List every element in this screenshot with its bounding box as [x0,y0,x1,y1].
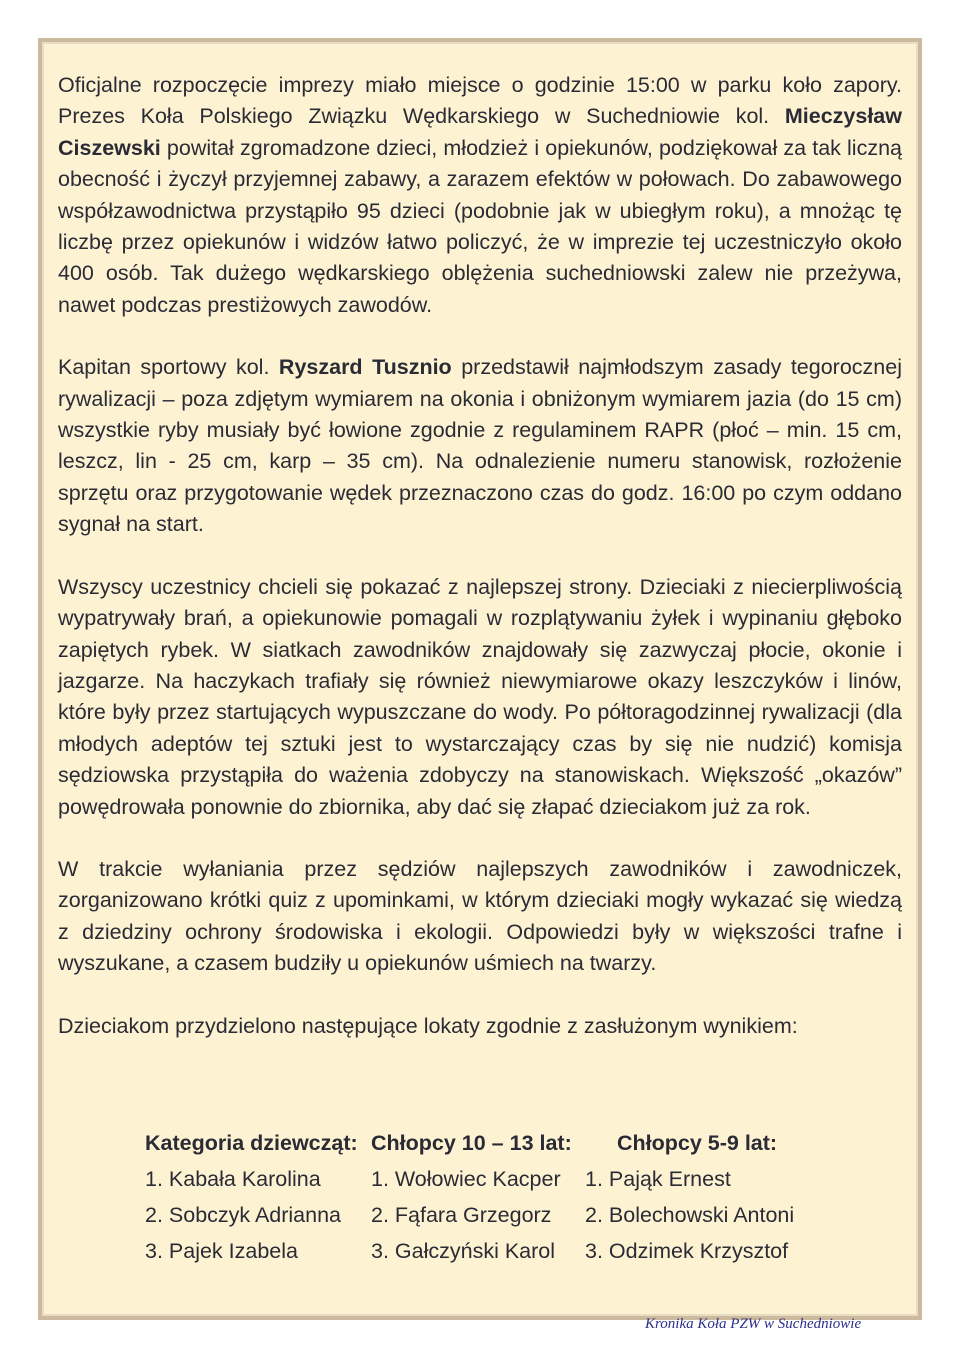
results-table [145,1125,845,1275]
article-body [58,70,902,1069]
result-entry: 2. Sobczyk Adrianna [145,1203,342,1227]
column-header: Chłopcy 5-9 lat: [617,1131,778,1155]
paragraph-text: Wszyscy uczestnicy chcieli się pokazać z najlepszej strony. Dzieciaki z niecierpliwością wypatrywały brań, a opiekunowie pomagali w rozplątywaniu żyłek i wypinaniu głęboko zapiętych rybek. W siatkach zawodników znajdowały się zazwyczaj płocie, okonie i jazgarze. Na haczykach trafiały się również niewymiarowe okazy leszczyków i linów, które były przez startujących wypuszczane do wody. Po półtoragodzinnej rywalizacji (dla młodych adeptów tej sztuki jest to wystarczający czas by się nie nudzić) komisja sędziowska przystąpiła do ważenia zdobyczy na stanowiskach. Większość „okazów” powędrowała ponownie do zbiornika, aby dać się złapać dzieciakom już za rok. [58,574,902,819]
result-entry: 3. Gałczyński Karol [371,1239,556,1263]
column-header: Kategoria dziewcząt: [145,1131,358,1155]
paragraph-2 [58,352,902,540]
footer-chronicle-title: Kronika Koła PZW w Suchedniowie [645,1316,862,1332]
result-entry: 3. Pajek Izabela [145,1239,298,1263]
paragraph-text: przedstawił najmłodszym zasady tegorocznej rywalizacji – poza zdjętym wymiarem na okonia i obniżonym wymiarem jazia (do 15 cm) wszystkie ryby musiały być łowione zgodnie z regulaminem RAPR (płoć – min. 15 cm, leszcz, lin - 25 cm, karp – 35 cm). Na odnalezienie numeru stanowisk, rozłożenie sprzętu oraz przygotowanie wędek przeznaczono czas do godz. 16:00 po czym oddano sygnał na start. [58,355,902,537]
paragraph-text: Kapitan sportowy kol. [58,355,279,380]
person-name: Ryszard Tusznio [278,355,452,380]
result-entry: 3. Odzimek Krzysztof [585,1239,789,1263]
paragraph-text: W trakcie wyłaniania przez sędziów najlepszych zawodników i zawodniczek, zorganizowano krótki quiz z upominkami, w którym dzieciaki mogły wykazać się wiedzą z dziedziny ochrony środowiska i ekologii. Odpowiedzi były w większości trafne i wyszukane, a czasem budziły u opiekunów uśmiech na twarzy. [58,856,902,976]
paragraph-1 [58,70,902,321]
paragraph-text: powitał zgromadzone dzieci, młodzież i opiekunów, podziękował za tak liczną obecność i życzył przyjemnej zabawy, a zarazem efektów w połowach. Do zabawowego współzawodnictwa przystąpiło 95 dzieci (podobnie jak w ubiegłym roku), a mnożąc tę liczbę przez opiekunów i widzów łatwo policzyć, że w imprezie tej uczestniczyło około 400 osób. Tak dużego wędkarskiego oblężenia suchedniowski zalew nie przeżywa, nawet podczas prestiżowych zawodów. [58,135,902,317]
column-header: Chłopcy 10 – 13 lat: [371,1131,572,1155]
person-name: Mieczysław Ciszewski [58,104,902,160]
result-entry: 2. Bolechowski Antoni [585,1203,795,1227]
paragraph-5 [58,1011,902,1042]
results-column-boys-5-9 [585,1125,794,1269]
results-column-girls [145,1125,358,1269]
paragraph-3 [58,572,902,823]
paragraph-text: Oficjalne rozpoczęcie imprezy miało miejsce o godzinie 15:00 w parku koło zapory. Prezes Koła Polskiego Związku Wędkarskiego w Suchedniowie kol. [58,73,902,129]
results-column-boys-10-13 [371,1125,572,1269]
result-entry: 1. Wołowiec Kacper [371,1167,561,1191]
result-entry: 2. Fąfara Grzegorz [371,1203,552,1227]
paragraph-4 [58,854,902,980]
paragraph-text: Dzieciakom przydzielono następujące lokaty zgodnie z zasłużonym wynikiem: [58,1013,798,1038]
result-entry: 1. Kabała Karolina [145,1167,321,1191]
result-entry: 1. Pająk Ernest [585,1167,731,1191]
